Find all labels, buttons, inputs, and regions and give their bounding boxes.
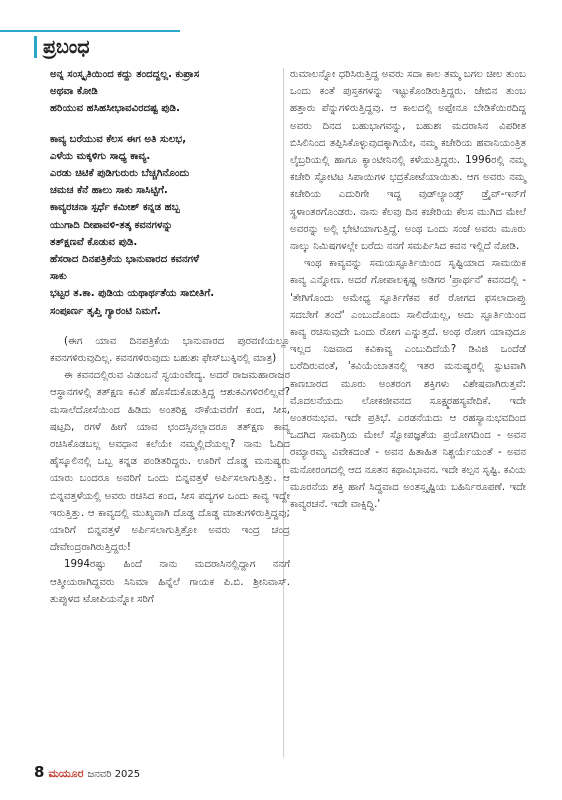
poem-line: ಎಳೆಯ ಮಕ್ಕಳಿಗು ಸಾಧ್ಯ ಕಾವ್ಯ. [50,150,151,162]
page-number: 8 [34,763,45,781]
poem-line: ಹೆಸರಾದ ದಿನಪತ್ರಿಕೆಯ ಭಾನುವಾರದ ಕವನಗಳೆ [50,254,200,266]
paragraph: (ಈಗ ಯಾವ ದಿನಪತ್ರಿಕೆಯ ಭಾನುವಾರದ ಪುರವಣಿಯಲ್ಲೂ ಕವನಗಳಿರುವುದಿಲ್ಲ. ಕವನಗಳಿರುವುದು ಬಹುಶಃ ಫೇಸ್‌ಬುಕ್ಕಿನಲ್ಲಿ ಮಾತ್ರ) [50,335,290,365]
right-column [290,66,526,513]
poem-line: ಹರಿಯುವ ಹಸಿಹಸೀಭಾವವಿರದಷ್ಟ ಪುಡಿ. [50,103,180,115]
section-title: ಪ್ರಬಂಧ [43,36,90,58]
poem-line: ಯುಗಾದಿ ದೀಪಾವಳಿ-ತತ್ಕ ಕವನಗಳನ್ನು [50,219,173,231]
poem-line: ಎರಡು ಚಿಟಿಕೆ ಪುಡಿಗುರುರು ಬೆಚ್ಚಗಿನೊಂದು [50,168,190,180]
poem-line: ಕಾವ್ಯರಚನಾ ಸ್ಪರ್ಧೆ ಕಮೀಶ್ ಕನ್ನಡ ಹಬ್ಬ [50,202,180,214]
poem-line: ಸಾಕು [50,271,67,283]
poem-line: ಸಂಪೂರ್ಣ ತೃಪ್ತಿ ಗ್ಯಾರಂಟಿ ನಿಮಗೆ. [50,305,161,317]
section-header [34,36,90,58]
poem-line: ಭಟ್ಟರ ತ.ಕಾ. ಪುಡಿಯ ಯಥಾರ್ಥತೆಯ ಸಾಬೀತಿಗೆ. [50,288,215,300]
poem-line: ಚಮಚ ಕೆನೆ ಹಾಲು ಸಾಕು ಸಾಸಿಟ್ಟಿಗೆ. [50,185,168,197]
header-accent-line [0,30,180,32]
issue-date: ಜನವರಿ 2025 [87,769,141,780]
page-footer [34,763,140,781]
poem-line: ತತ್‌ಕ್ಷಣವೆ ಕೊಡುವ ಪುಡಿ. [50,236,138,248]
poem-line: ಕಾವ್ಯ ಬರೆಯುವ ಕೆಲಸ ಈಗ ಅತಿ ಸುಲಭ, [50,133,187,145]
left-column [50,66,290,608]
poem [50,66,290,320]
paragraph: ರುಮಾಲನ್ನೋ ಧರಿಸಿರುತ್ತಿದ್ದ ಅವರು ಸದಾ ಕಾಲ ತಮ್ಮ ಬಗಲ ಚೀಲ ತುಂಬ ಒಂದು ಕಂತೆ ಪುಸ್ತಕಗಳನ್ನು ಇಟ್ಟುಕೊಂಡಿರುತ್ತಿದ್ದರು. ಜೇಬಿನ ತುಂಬ ಹತ್ತಾರು ಪೆನ್ನುಗಳಿರುತ್ತಿದ್ದವು. ಆ ಕಾಲದಲ್ಲಿ ಅಪ್ಪೇನೂ ಬೇಡಿಕೆಯಿರದಿದ್ದ ಅವರು ದಿನದ ಬಹುಭಾಗವನ್ನು, ಬಹುಶಃ ಮದರಾಸಿನ ವಿಪರೀತ ಬಿಸಿಲಿನಿಂದ ತಪ್ಪಿಸಿಕೊಳ್ಳುವುದಕ್ಕಾಗಿಯೇ, ನಮ್ಮ ಕಚೇರಿಯ ಹವಾನಿಯಂತ್ರಿತ ಲೈಬ್ರರಿಯಲ್ಲಿ ಹಾಗೂ ಕ್ಯಾಂಟೀನಿನಲ್ಲಿ ಕಳೆಯುತ್ತಿದ್ದರು. 1996ರಲ್ಲಿ ನಮ್ಮ ಕಚೇರಿ ಸ್ಫೋಟಿಟ ಸಿಪಾಯಿಗಳ ಭದ್ರಕೋಟೆಯಾಯಿತು. ಆಗ ಅವರು ನಮ್ಮ ಕಚೇರಿಯ ಎದುರಿಗೇ ಇದ್ದ ವುಡ್‌ಲ್ಯಾಂಡ್ಸ್ ಡ್ರೈವ್-ಇನ್‌ಗೆ ಸ್ಥಳಾಂತರಗೊಂಡರು. ನಾನು ಕೆಲವು ದಿನ ಕಚೇರಿಯ ಕೆಲಸ ಮುಗಿದ ಮೇಲೆ ಅವರನ್ನು ಅಲ್ಲಿ ಭೇಟಿಯಾಗುತ್ತಿದ್ದೆ. ಅಂಥ ಒಂದು ಸಂಜೆ ಅವರು ಮೂರು ನಾಲ್ಕು ನಿಮಿಷಗಳಲ್ಲೇ ಬರೆದು ನನಗೆ ಸಮರ್ಪಿಸಿದ ಕವನ ಇಲ್ಲಿದೆ ನೋಡಿ. [290,69,526,253]
poem-line: ಅಥವಾ ಕೋಡಿ [50,86,98,98]
paragraph: 1994ರಷ್ಟು ಹಿಂದೆ ನಾನು ಮದರಾಸಿನಲ್ಲಿದ್ದಾಗ ನನಗೆ ಆತ್ಮೀಯರಾಗಿದ್ದವರು ಸಿನಿಮಾ ಹಿನ್ನೆಲೆ ಗಾಯಕ ಪಿ.ಬಿ. ಶ್ರೀನಿವಾಸ್. ತುಪ್ಪುಳದ ಟೋಪಿಯನ್ನೋ ಸರಿಗೆ [50,559,290,605]
paragraph: ಇಂಥ ಕಾವ್ಯವನ್ನು ಸಮಯಸ್ಫೂರ್ತಿಯಿಂದ ಸೃಷ್ಟಿಯಾದ ಸಾಮಯಿಕ ಕಾವ್ಯ ಎನ್ನೋಣ. ಅದರೆ ಗೋಪಾಲಕೃಷ್ಣ ಅಡಿಗರ 'ಪ್ರಾರ್ಥನೆ' ಕವನದಲ್ಲಿ - 'ತೇಗಿಗೊಂದು ಅಮೇಧ್ಯ ಸ್ಫೂರ್ತಿಗೆಕವ ಕರೆ ರೋಗದ ಫಸಲಾದಾಪ್ತು ಸದಬೇಗೆ ತಂದೆ' ಎಂಬುದೊಂದು ಸಾಲಿದೆಯಲ್ಲ, ಅದು ಸ್ಫೂರ್ತಿಯಿಂದ ಕಾವ್ಯ ರಚಿಸುವುದೇ ಒಂದು ರೋಗ ಎನ್ನುತ್ತದೆ. ಅಂಥ ರೋಗ ಯಾವುದೂ ಇಲ್ಲದ ನಿಜವಾದ ಕವಿಕಾವ್ಯ ಎಂಬುದಿದೆಯೆ? ಡಿವಿಜಿ ಒಂದೆಡೆ ಬರೆದಿರುವಂತೆ, 'ಕವಿಯೆಂಬಾತನಲ್ಲಿ ಇತರ ಮನುಷ್ಯರಲ್ಲಿ ಸ್ಫುಟವಾಗಿ ಕಾಣಬಾರದ ಮೂರು ಅಂತರಂಗ ಶಕ್ತಿಗಳು ವಿಶೇಷವಾಗಿರುತ್ತವೆ: ಮೊದಲನೆಯದು ಲೋಕಜೀವನದ ಸೂಕ್ಷ್ಮರಹಸ್ಯವೇದಿಕೆ. ಇದೇ ಅಂತರನುಭವ. ಇದೇ ಪ್ರತಿಭೆ. ಎರಡನೆಯದು ಆ ರಹಸ್ಯಾನುಭವದಿಂದ ಒದಗಿದ ಸಾಮಗ್ರಿಯ ಮೇಲೆ ಸ್ವೋಪಜ್ಞತೆಯ ಪ್ರಯೋಗದಿಂದ - ಅವನ ರಮ್ಯಾರಮ್ಯ ವಿವೇಕದಂತೆ - ಅವನ ಹಿತಾಹಿತ ನಿಶ್ಚರ್ಯೆಯಂತೆ - ಅವನ ಮನೋರಂಗದಲ್ಲಿ ಆದ ನೂತನ ಕಥಾವಿಭಾವನ. ಇದೇ ಕಲ್ಪನ ಸೃಷ್ಟಿ. ಕವಿಯ ಮೂರನೆಯ ಶಕ್ತಿ ಹಾಗೆ ಸಿದ್ಧವಾದ ಅಂತಸ್ಸೃಷ್ಟಿಯ ಬಹಿರ್ನಿರೂಪಣೆ. ಇದೇ ಕಾವ್ಯರಚನೆ. ಇದೇ ವಾಕ್ಸಿದ್ಧಿ.' [290,258,526,511]
magazine-logo: ಮಯೂರ [48,767,84,780]
paragraph: ಈ ಕವನದಲ್ಲಿರುವ ವಿಡಂಬನೆ ಸ್ವಯಂವೇದ್ಯ. ಅದರೆ ರಾಜಮಹಾರಾಜರ ಆಸ್ಥಾನಗಳಲ್ಲಿ ತತ್‌ಕ್ಷಣ ಕವಿತೆ ಹೊಸೆದುಕೊಡುತ್ತಿದ್ದ ಆಶುಕವಿಗಳಿರಲಿಲ್ಲವೆ? ಮಸಾಲೆದೋಸೆಯಿಂದ ಹಿಡಿದು ಅಂತರಿಕ್ಷ ನೌಕೆಯವರೆಗೆ ಕಂದ, ಸೀಸ, ಷಟ್ಪದಿ, ರಗಳೆ ಹೀಗೆ ಯಾವ ಛಂದಸ್ಸಿನಲ್ಲಾದರೂ ತತ್‌ಕ್ಷಣ ಕಾವ್ಯ ರಚಿಸಿಕೊಡಬಲ್ಲ ಅವಧಾನ ಕಲೆಯೇ ನಮ್ಮಲ್ಲಿದೆಯಲ್ಲ? ನಾನು ಓದಿದ ಹೈಸ್ಕೂಲಿನಲ್ಲಿ ಒಬ್ಬ ಕನ್ನಡ ಪಂಡಿತರಿದ್ದರು. ಊರಿಗೆ ದೊಡ್ಡ ಮನುಷ್ಯರು ಯಾರು ಬಂದರೂ ಅವರಿಗೆ ಒಂದು ಬಿನ್ನವತ್ತಳೆ ಅರ್ಪಿಸಲಾಗುತ್ತಿತ್ತು. ಆ ಬಿನ್ನವತ್ತಳೆಯಲ್ಲಿ ಅವರು ರಚಿಸಿದ ಕಂದ, ಸೀಸ ಪದ್ಯಗಳ ಒಂದು ಕಾವ್ಯ ಇದ್ದೇ ಇರುತ್ತಿತ್ತು. ಆ ಕಾವ್ಯದಲ್ಲಿ ಮುಖ್ಯವಾಗಿ ದೊಡ್ಡ ದೊಡ್ಡ ಮಾತುಗಳಿರುತ್ತಿದ್ದವು; ಯಾರಿಗೆ ಬಿನ್ನವತ್ತಳೆ ಅರ್ಪಿಸಲಾಗುತ್ತಿತ್ತೋ ಅವರು ಇಂದ್ರ ಚಂದ್ರ ದೇವೇಂದ್ರರಾಗಿರುತ್ತಿದ್ದರು! [50,370,290,554]
section-marker [34,36,37,58]
poem-line: ಅನ್ನ ಸಂಸ್ಕೃತಿಯಿಂದ ಕದ್ದು ತಂದದ್ದಲ್ಲ. ಕುಪ್ರಾಸ [50,69,200,80]
